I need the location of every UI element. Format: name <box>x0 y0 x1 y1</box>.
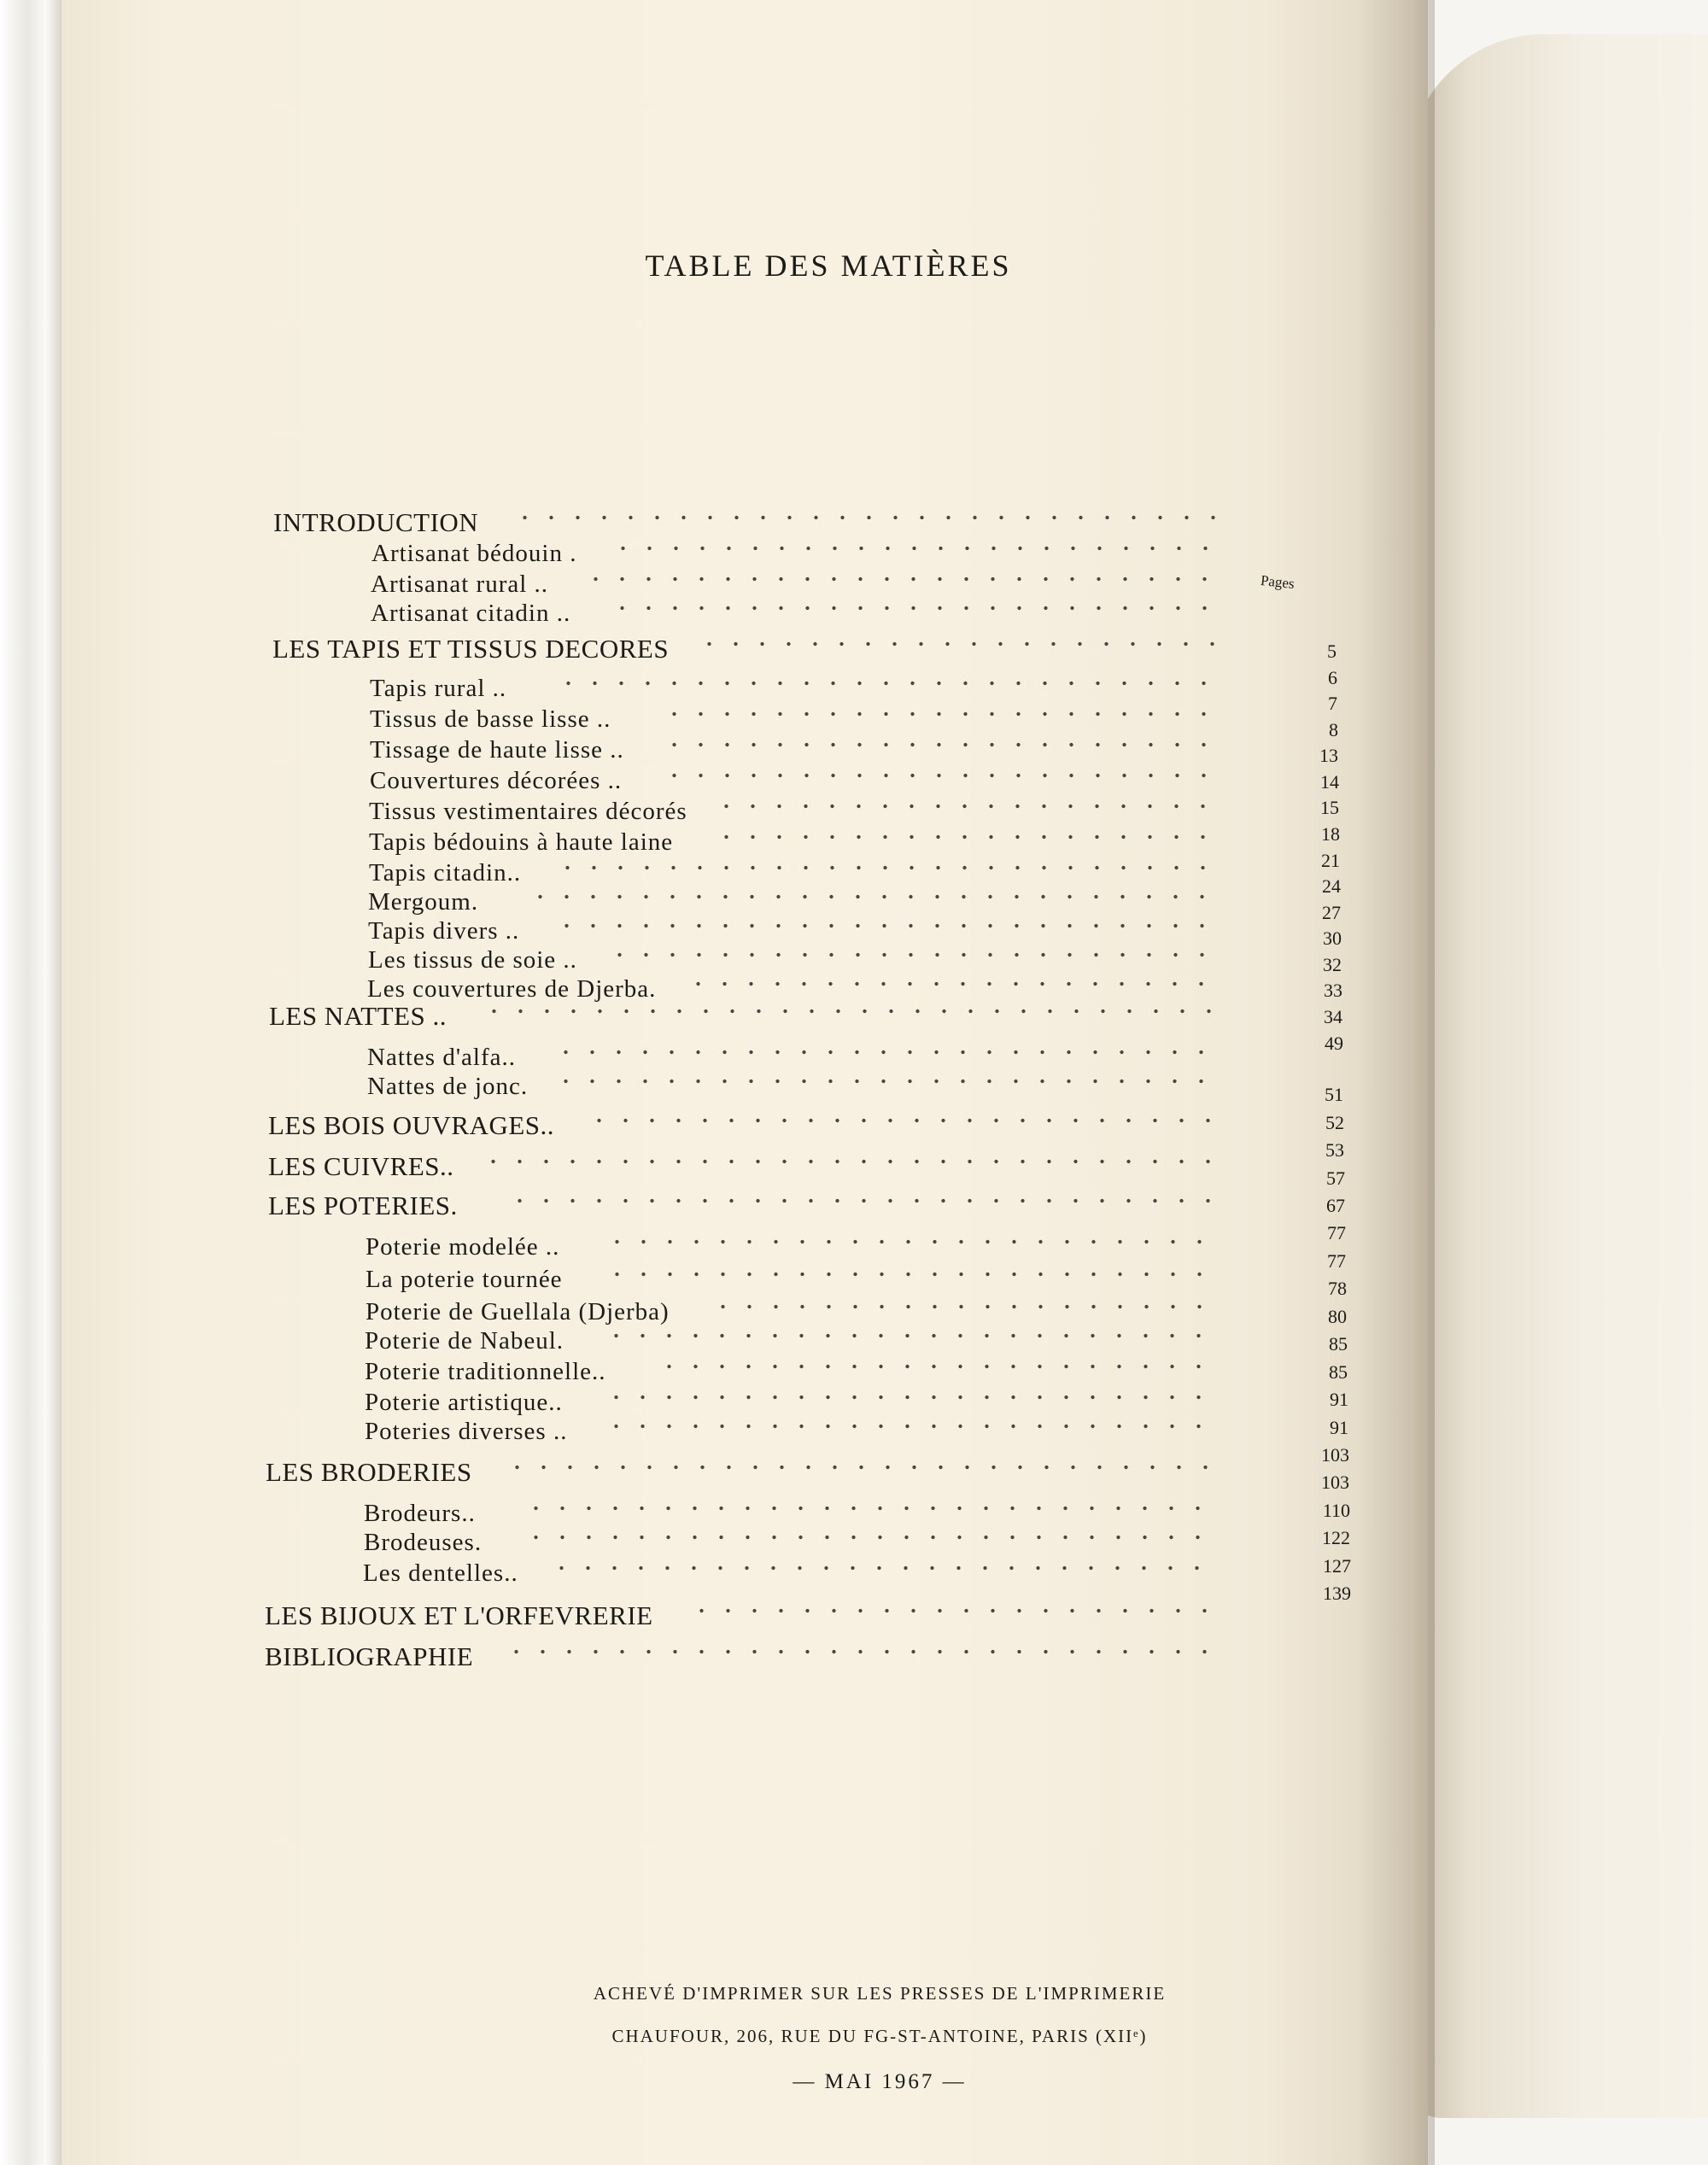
toc-page-number: 32 <box>1323 954 1342 975</box>
toc-page-number: 127 <box>1323 1555 1351 1577</box>
toc-subsection-title: Poterie artistique.. <box>365 1389 563 1416</box>
toc-section-title: LES NATTES .. <box>269 1001 447 1031</box>
toc-page-number: 122 <box>1322 1527 1350 1548</box>
dot-leader <box>553 1047 1221 1064</box>
colophon-line-2: CHAUFOUR, 206, RUE DU FG-ST-ANTOINE, PARIS (XIIᵉ) <box>611 2026 1148 2046</box>
toc-entry <box>268 1109 1221 1143</box>
toc-subsection-title: Tissage de haute lisse .. <box>370 736 624 764</box>
toc-subsection-title: Artisanat rural .. <box>371 571 549 598</box>
toc-page-number: 103 <box>1321 1444 1349 1466</box>
toc-page-number: 8 <box>1329 719 1338 740</box>
toc-subsection-title: Tapis citadin.. <box>369 859 522 886</box>
toc-page-number: 103 <box>1321 1472 1349 1493</box>
dot-leader <box>555 678 1221 695</box>
toc-page-number: 110 <box>1322 1500 1350 1521</box>
page-title: TABLE DES MATIÈRES <box>645 249 1012 283</box>
toc-page-number: 33 <box>1324 980 1342 1001</box>
dot-leader <box>603 1331 1221 1348</box>
dot-leader <box>713 832 1221 849</box>
toc-section-title: LES BRODERIES <box>266 1457 472 1487</box>
toc-page-number: 77 <box>1327 1250 1346 1272</box>
toc-subsection-title: Tissus vestimentaires décorés <box>369 798 687 825</box>
dot-leader <box>688 1606 1221 1623</box>
toc-entry <box>371 596 1221 630</box>
toc-entry <box>366 1230 1221 1264</box>
toc-page-number: 67 <box>1326 1195 1345 1216</box>
toc-subsection-title: Mergoum. <box>368 888 479 916</box>
dot-leader <box>481 1006 1221 1023</box>
toc-section-title: BIBLIOGRAPHIE <box>265 1641 474 1671</box>
dot-leader <box>480 1156 1221 1173</box>
toc-subsection-title: Artisanat bédouin . <box>371 540 577 567</box>
toc-section-title: LES BOIS OUVRAGES.. <box>268 1110 555 1140</box>
dot-leader <box>548 1563 1221 1580</box>
toc-entry <box>265 1599 1221 1633</box>
toc-subsection-title: Tapis bédouins à haute laine <box>369 828 674 856</box>
toc-page-number: 27 <box>1322 902 1341 923</box>
toc-subsection-title: Poterie modelée .. <box>366 1233 560 1261</box>
toc-subsection-title: Tissus de basse lisse .. <box>370 705 611 733</box>
dot-leader <box>553 921 1221 938</box>
toc-page-number: 52 <box>1325 1112 1344 1133</box>
toc-entry <box>265 1640 1221 1674</box>
dot-leader <box>610 543 1221 560</box>
toc-page-number: 7 <box>1328 693 1337 714</box>
toc-entry <box>268 1150 1221 1184</box>
toc-page-number: 91 <box>1330 1389 1348 1410</box>
toc-entry <box>366 1262 1221 1296</box>
toc-page-number: 53 <box>1325 1139 1344 1161</box>
dot-leader <box>553 1076 1221 1093</box>
toc-subsection-title: Brodeurs.. <box>364 1500 476 1527</box>
toc-entry <box>369 825 1221 859</box>
toc-page-number: 51 <box>1325 1084 1343 1105</box>
toc-subsection-title: Brodeuses. <box>364 1529 483 1556</box>
toc-entry <box>370 671 1221 705</box>
dot-leader <box>685 979 1221 996</box>
dot-leader <box>661 770 1221 787</box>
toc-subsection-title: Poterie traditionnelle.. <box>365 1358 606 1385</box>
toc-page-number: 85 <box>1329 1333 1348 1355</box>
dot-leader <box>523 1532 1221 1549</box>
toc-page-number: 57 <box>1326 1167 1345 1189</box>
colophon-date: — MAI 1967 — <box>793 2070 967 2093</box>
toc-subsection-title: Poteries diverses .. <box>365 1418 568 1445</box>
dot-leader <box>606 950 1221 967</box>
toc-subsection-title: Artisanat citadin .. <box>371 600 571 627</box>
toc-entry <box>369 794 1221 828</box>
toc-entry <box>367 1069 1221 1103</box>
dot-leader <box>661 709 1221 726</box>
toc-subsection-title: Poterie de Nabeul. <box>365 1327 564 1355</box>
toc-page-number: 80 <box>1328 1306 1347 1327</box>
dot-leader <box>710 1302 1221 1319</box>
toc-entry <box>370 733 1221 767</box>
toc-entry <box>269 999 1221 1033</box>
dot-leader <box>604 1269 1221 1286</box>
toc-subsection-title: Nattes de jonc. <box>367 1073 529 1100</box>
toc-page-number: 13 <box>1319 745 1338 766</box>
dot-leader <box>512 512 1221 530</box>
dot-leader <box>504 1462 1221 1479</box>
toc-section-title: INTRODUCTION <box>273 507 479 537</box>
dot-leader <box>604 1237 1221 1254</box>
toc-entry <box>272 632 1221 666</box>
toc-page-number: 49 <box>1325 1033 1343 1054</box>
pages-column-label: Pages <box>1260 571 1296 593</box>
facing-page <box>1407 34 1708 2118</box>
toc-page-number: 24 <box>1322 875 1341 897</box>
dot-leader <box>554 863 1221 880</box>
toc-entry <box>364 1525 1221 1559</box>
dot-leader <box>506 1196 1221 1213</box>
toc-entry <box>371 536 1221 571</box>
toc-page-number: 139 <box>1323 1583 1351 1604</box>
toc-entry <box>370 702 1221 736</box>
dot-leader <box>503 1647 1221 1664</box>
toc-page-number: 6 <box>1328 667 1337 688</box>
dot-leader <box>586 1115 1221 1132</box>
toc-entry <box>363 1556 1221 1590</box>
toc-subsection-title: Les couvertures de Djerba. <box>367 975 657 1003</box>
toc-page-number: 78 <box>1328 1278 1347 1299</box>
toc-section-title: LES TAPIS ET TISSUS DECORES <box>272 634 670 664</box>
toc-page-number: 21 <box>1321 850 1340 871</box>
toc-page-number: 15 <box>1320 797 1339 818</box>
dot-leader <box>582 574 1221 591</box>
toc-page-number: 18 <box>1321 823 1340 845</box>
toc-page-number: 5 <box>1327 641 1337 662</box>
toc-page-number: 30 <box>1323 927 1342 949</box>
dot-leader <box>696 639 1221 656</box>
toc-subsection-title: Les dentelles.. <box>363 1559 518 1587</box>
toc-page-number: 34 <box>1324 1006 1342 1027</box>
toc-entry <box>365 1355 1221 1389</box>
toc-section-title: LES CUIVRES.. <box>268 1151 454 1181</box>
dot-leader <box>603 1421 1221 1438</box>
toc-page-number: 85 <box>1329 1361 1348 1383</box>
toc-subsection-title: Tapis divers .. <box>368 917 520 945</box>
toc-subsection-title: Tapis rural .. <box>370 675 507 702</box>
toc-entry <box>365 1324 1221 1358</box>
toc-page-number: 77 <box>1327 1222 1346 1243</box>
toc-subsection-title: La poterie tournée <box>366 1266 563 1293</box>
dot-leader <box>609 603 1221 620</box>
dot-leader <box>713 801 1221 818</box>
dot-leader <box>603 1392 1221 1409</box>
toc-subsection-title: Nattes d'alfa.. <box>367 1044 517 1071</box>
dot-leader <box>656 1361 1221 1378</box>
dot-leader <box>661 740 1221 757</box>
dot-leader <box>523 1503 1221 1520</box>
toc-entry <box>273 506 1221 540</box>
toc-section-title: LES POTERIES. <box>268 1191 458 1220</box>
toc-entry <box>268 1189 1221 1223</box>
toc-subsection-title: Couvertures décorées .. <box>370 767 623 794</box>
toc-entry <box>266 1455 1221 1489</box>
toc-entry <box>370 764 1221 798</box>
dot-leader <box>527 892 1221 909</box>
toc-subsection-title: Les tissus de soie .. <box>368 946 577 974</box>
colophon-line-1: ACHEVÉ D'IMPRIMER SUR LES PRESSES DE L'IMPRIMERIE <box>593 1983 1167 2004</box>
toc-page-number: 91 <box>1330 1417 1348 1438</box>
toc-subsection-title: Poterie de Guellala (Djerba) <box>366 1298 670 1325</box>
toc-entry <box>365 1414 1221 1448</box>
toc-page-number: 14 <box>1320 771 1339 793</box>
toc-section-title: LES BIJOUX ET L'ORFEVRERIE <box>265 1600 653 1630</box>
